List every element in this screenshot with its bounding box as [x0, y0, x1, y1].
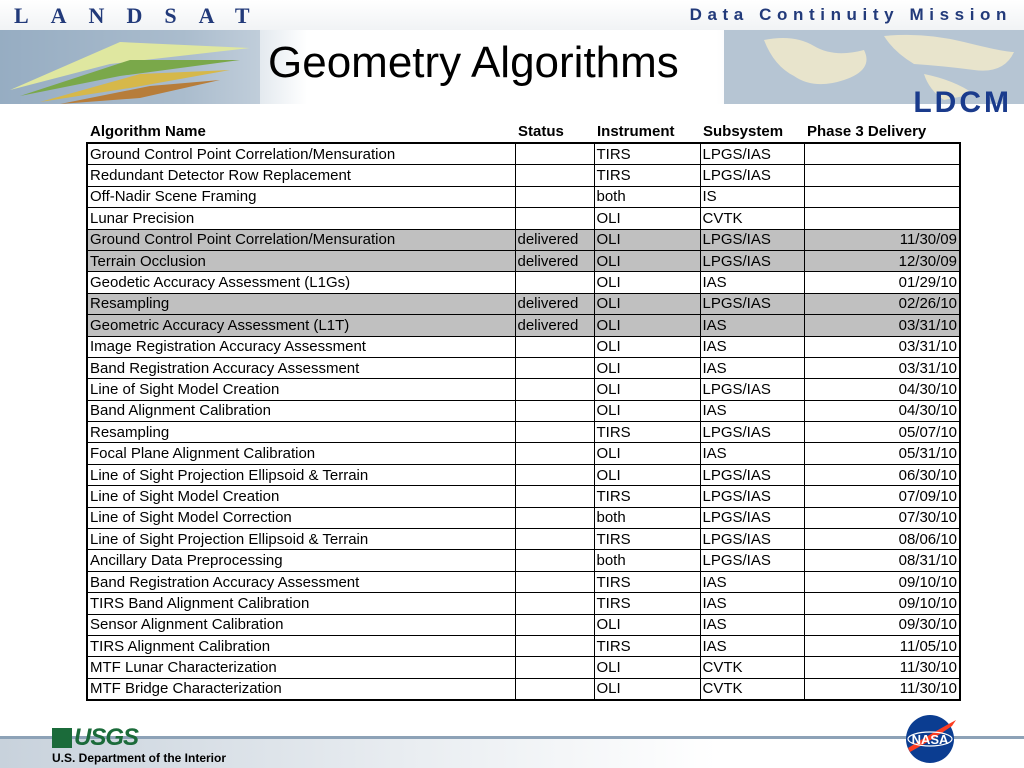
delivery-date-cell: [804, 143, 960, 165]
delivery-date-cell: 11/05/10: [804, 635, 960, 656]
delivery-date-cell: 04/30/10: [804, 400, 960, 421]
status-cell: [515, 678, 594, 700]
table-row: [87, 186, 960, 207]
usgs-wave-icon: [52, 728, 72, 748]
algorithm-name-cell: Line of Sight Projection Ellipsoid & Terrain: [87, 464, 515, 485]
status-cell: [515, 165, 594, 186]
table-row: [87, 250, 960, 271]
status-cell: [515, 614, 594, 635]
algorithm-name-cell: MTF Lunar Characterization: [87, 657, 515, 678]
table-row: [87, 229, 960, 250]
delivery-date-cell: 09/30/10: [804, 614, 960, 635]
usgs-logo: [52, 724, 138, 752]
subsystem-cell: IAS: [700, 315, 804, 336]
algorithms-table: [86, 121, 961, 701]
instrument-cell: OLI: [594, 315, 700, 336]
subsystem-cell: IAS: [700, 571, 804, 592]
delivery-date-cell: 03/31/10: [804, 336, 960, 357]
table-row: [87, 315, 960, 336]
column-header-algorithm-name: Algorithm Name: [90, 123, 206, 140]
subsystem-cell: LPGS/IAS: [700, 250, 804, 271]
status-cell: [515, 550, 594, 571]
table-row: [87, 635, 960, 656]
subsystem-cell: LPGS/IAS: [700, 550, 804, 571]
algorithm-name-cell: Ground Control Point Correlation/Mensuration: [87, 229, 515, 250]
subsystem-cell: LPGS/IAS: [700, 529, 804, 550]
instrument-cell: TIRS: [594, 529, 700, 550]
table-body: [87, 143, 960, 700]
algorithm-name-cell: Band Alignment Calibration: [87, 400, 515, 421]
instrument-cell: OLI: [594, 208, 700, 229]
column-header-subsystem: Subsystem: [703, 123, 784, 140]
instrument-cell: both: [594, 507, 700, 528]
algorithm-name-cell: Terrain Occlusion: [87, 250, 515, 271]
table-row: [87, 272, 960, 293]
table-row: [87, 443, 960, 464]
delivery-date-cell: 05/07/10: [804, 422, 960, 443]
subsystem-cell: IAS: [700, 443, 804, 464]
status-cell: [515, 336, 594, 357]
nasa-logo: [900, 712, 960, 766]
delivery-date-cell: 03/31/10: [804, 315, 960, 336]
instrument-cell: OLI: [594, 400, 700, 421]
status-cell: [515, 529, 594, 550]
status-cell: [515, 379, 594, 400]
department-label: U.S. Department of the Interior: [52, 751, 227, 765]
status-cell: [515, 464, 594, 485]
page-title: Geometry Algorithms: [268, 38, 679, 87]
status-cell: [515, 422, 594, 443]
instrument-cell: TIRS: [594, 571, 700, 592]
subsystem-cell: CVTK: [700, 208, 804, 229]
landsat-wordmark: LANDSAT: [14, 3, 272, 28]
subsystem-cell: CVTK: [700, 657, 804, 678]
table-row: [87, 550, 960, 571]
status-cell: [515, 272, 594, 293]
delivery-date-cell: 12/30/09: [804, 250, 960, 271]
delivery-date-cell: 07/30/10: [804, 507, 960, 528]
delivery-date-cell: 04/30/10: [804, 379, 960, 400]
footer-divider: [0, 736, 1024, 739]
table-row: [87, 529, 960, 550]
delivery-date-cell: 11/30/10: [804, 657, 960, 678]
subsystem-cell: LPGS/IAS: [700, 464, 804, 485]
instrument-cell: OLI: [594, 379, 700, 400]
instrument-cell: OLI: [594, 272, 700, 293]
status-cell: delivered: [515, 293, 594, 314]
status-cell: delivered: [515, 315, 594, 336]
algorithm-name-cell: MTF Bridge Characterization: [87, 678, 515, 700]
delivery-date-cell: 11/30/10: [804, 678, 960, 700]
instrument-cell: OLI: [594, 336, 700, 357]
table-row: [87, 208, 960, 229]
algorithm-name-cell: Redundant Detector Row Replacement: [87, 165, 515, 186]
status-cell: [515, 186, 594, 207]
algorithm-name-cell: Band Registration Accuracy Assessment: [87, 357, 515, 378]
status-cell: [515, 507, 594, 528]
instrument-cell: TIRS: [594, 486, 700, 507]
instrument-cell: TIRS: [594, 422, 700, 443]
delivery-date-cell: [804, 208, 960, 229]
algorithm-name-cell: Line of Sight Model Creation: [87, 379, 515, 400]
algorithm-name-cell: Image Registration Accuracy Assessment: [87, 336, 515, 357]
algorithm-name-cell: Lunar Precision: [87, 208, 515, 229]
algorithm-name-cell: Geometric Accuracy Assessment (L1T): [87, 315, 515, 336]
subsystem-cell: LPGS/IAS: [700, 486, 804, 507]
top-bar: [0, 0, 1024, 30]
table-row: [87, 593, 960, 614]
status-cell: delivered: [515, 229, 594, 250]
algorithm-name-cell: Line of Sight Model Creation: [87, 486, 515, 507]
delivery-date-cell: [804, 165, 960, 186]
table-row: [87, 678, 960, 700]
subsystem-cell: IAS: [700, 614, 804, 635]
instrument-cell: OLI: [594, 443, 700, 464]
delivery-date-cell: 06/30/10: [804, 464, 960, 485]
table-row: [87, 357, 960, 378]
subsystem-cell: IAS: [700, 635, 804, 656]
table-row: [87, 507, 960, 528]
instrument-cell: OLI: [594, 657, 700, 678]
status-cell: [515, 571, 594, 592]
column-header-phase3-delivery: Phase 3 Delivery: [807, 123, 927, 140]
instrument-cell: TIRS: [594, 635, 700, 656]
column-header-instrument: Instrument: [597, 123, 675, 140]
algorithm-name-cell: Line of Sight Projection Ellipsoid & Terrain: [87, 529, 515, 550]
subsystem-cell: IAS: [700, 336, 804, 357]
status-cell: delivered: [515, 250, 594, 271]
subsystem-cell: LPGS/IAS: [700, 165, 804, 186]
instrument-cell: OLI: [594, 293, 700, 314]
usgs-wordmark: USGS: [74, 724, 139, 751]
subsystem-cell: CVTK: [700, 678, 804, 700]
table-row: [87, 143, 960, 165]
algorithm-name-cell: Line of Sight Model Correction: [87, 507, 515, 528]
status-cell: [515, 357, 594, 378]
algorithm-name-cell: Resampling: [87, 293, 515, 314]
landsat-stripes-graphic: [0, 30, 260, 104]
algorithm-name-cell: TIRS Band Alignment Calibration: [87, 593, 515, 614]
instrument-cell: both: [594, 186, 700, 207]
delivery-date-cell: 09/10/10: [804, 571, 960, 592]
instrument-cell: OLI: [594, 464, 700, 485]
delivery-date-cell: 08/06/10: [804, 529, 960, 550]
algorithm-name-cell: Sensor Alignment Calibration: [87, 614, 515, 635]
delivery-date-cell: 09/10/10: [804, 593, 960, 614]
status-cell: [515, 143, 594, 165]
column-header-status: Status: [518, 123, 564, 140]
table-row: [87, 571, 960, 592]
subsystem-cell: IS: [700, 186, 804, 207]
table-row: [87, 422, 960, 443]
table-row: [87, 486, 960, 507]
status-cell: [515, 635, 594, 656]
delivery-date-cell: 11/30/09: [804, 229, 960, 250]
subsystem-cell: LPGS/IAS: [700, 507, 804, 528]
subsystem-cell: LPGS/IAS: [700, 143, 804, 165]
subsystem-cell: IAS: [700, 357, 804, 378]
status-cell: [515, 593, 594, 614]
algorithm-name-cell: TIRS Alignment Calibration: [87, 635, 515, 656]
status-cell: [515, 657, 594, 678]
table-header-row: [87, 121, 960, 143]
table-row: [87, 400, 960, 421]
instrument-cell: OLI: [594, 250, 700, 271]
delivery-date-cell: [804, 186, 960, 207]
subsystem-cell: LPGS/IAS: [700, 422, 804, 443]
algorithm-name-cell: Off-Nadir Scene Framing: [87, 186, 515, 207]
subsystem-cell: IAS: [700, 400, 804, 421]
instrument-cell: OLI: [594, 357, 700, 378]
delivery-date-cell: 01/29/10: [804, 272, 960, 293]
subsystem-cell: IAS: [700, 593, 804, 614]
status-cell: [515, 443, 594, 464]
subsystem-cell: LPGS/IAS: [700, 379, 804, 400]
subsystem-cell: IAS: [700, 272, 804, 293]
instrument-cell: both: [594, 550, 700, 571]
subsystem-cell: LPGS/IAS: [700, 293, 804, 314]
algorithm-name-cell: Band Registration Accuracy Assessment: [87, 571, 515, 592]
delivery-date-cell: 05/31/10: [804, 443, 960, 464]
delivery-date-cell: 03/31/10: [804, 357, 960, 378]
instrument-cell: OLI: [594, 229, 700, 250]
instrument-cell: TIRS: [594, 143, 700, 165]
table-row: [87, 614, 960, 635]
instrument-cell: TIRS: [594, 165, 700, 186]
instrument-cell: TIRS: [594, 593, 700, 614]
table-row: [87, 293, 960, 314]
subsystem-cell: LPGS/IAS: [700, 229, 804, 250]
instrument-cell: OLI: [594, 678, 700, 700]
algorithm-name-cell: Ancillary Data Preprocessing: [87, 550, 515, 571]
algorithm-name-cell: Ground Control Point Correlation/Mensuration: [87, 143, 515, 165]
algorithm-name-cell: Focal Plane Alignment Calibration: [87, 443, 515, 464]
delivery-date-cell: 08/31/10: [804, 550, 960, 571]
table-row: [87, 657, 960, 678]
nasa-wordmark: NASA: [911, 732, 949, 747]
table-row: [87, 464, 960, 485]
table-row: [87, 379, 960, 400]
table-row: [87, 165, 960, 186]
status-cell: [515, 208, 594, 229]
ldcm-logo: LDCM: [913, 86, 1012, 119]
delivery-date-cell: 07/09/10: [804, 486, 960, 507]
delivery-date-cell: 02/26/10: [804, 293, 960, 314]
table-row: [87, 336, 960, 357]
algorithm-name-cell: Resampling: [87, 422, 515, 443]
algorithm-name-cell: Geodetic Accuracy Assessment (L1Gs): [87, 272, 515, 293]
mission-wordmark: Data Continuity Mission: [689, 5, 1012, 24]
status-cell: [515, 486, 594, 507]
instrument-cell: OLI: [594, 614, 700, 635]
status-cell: [515, 400, 594, 421]
